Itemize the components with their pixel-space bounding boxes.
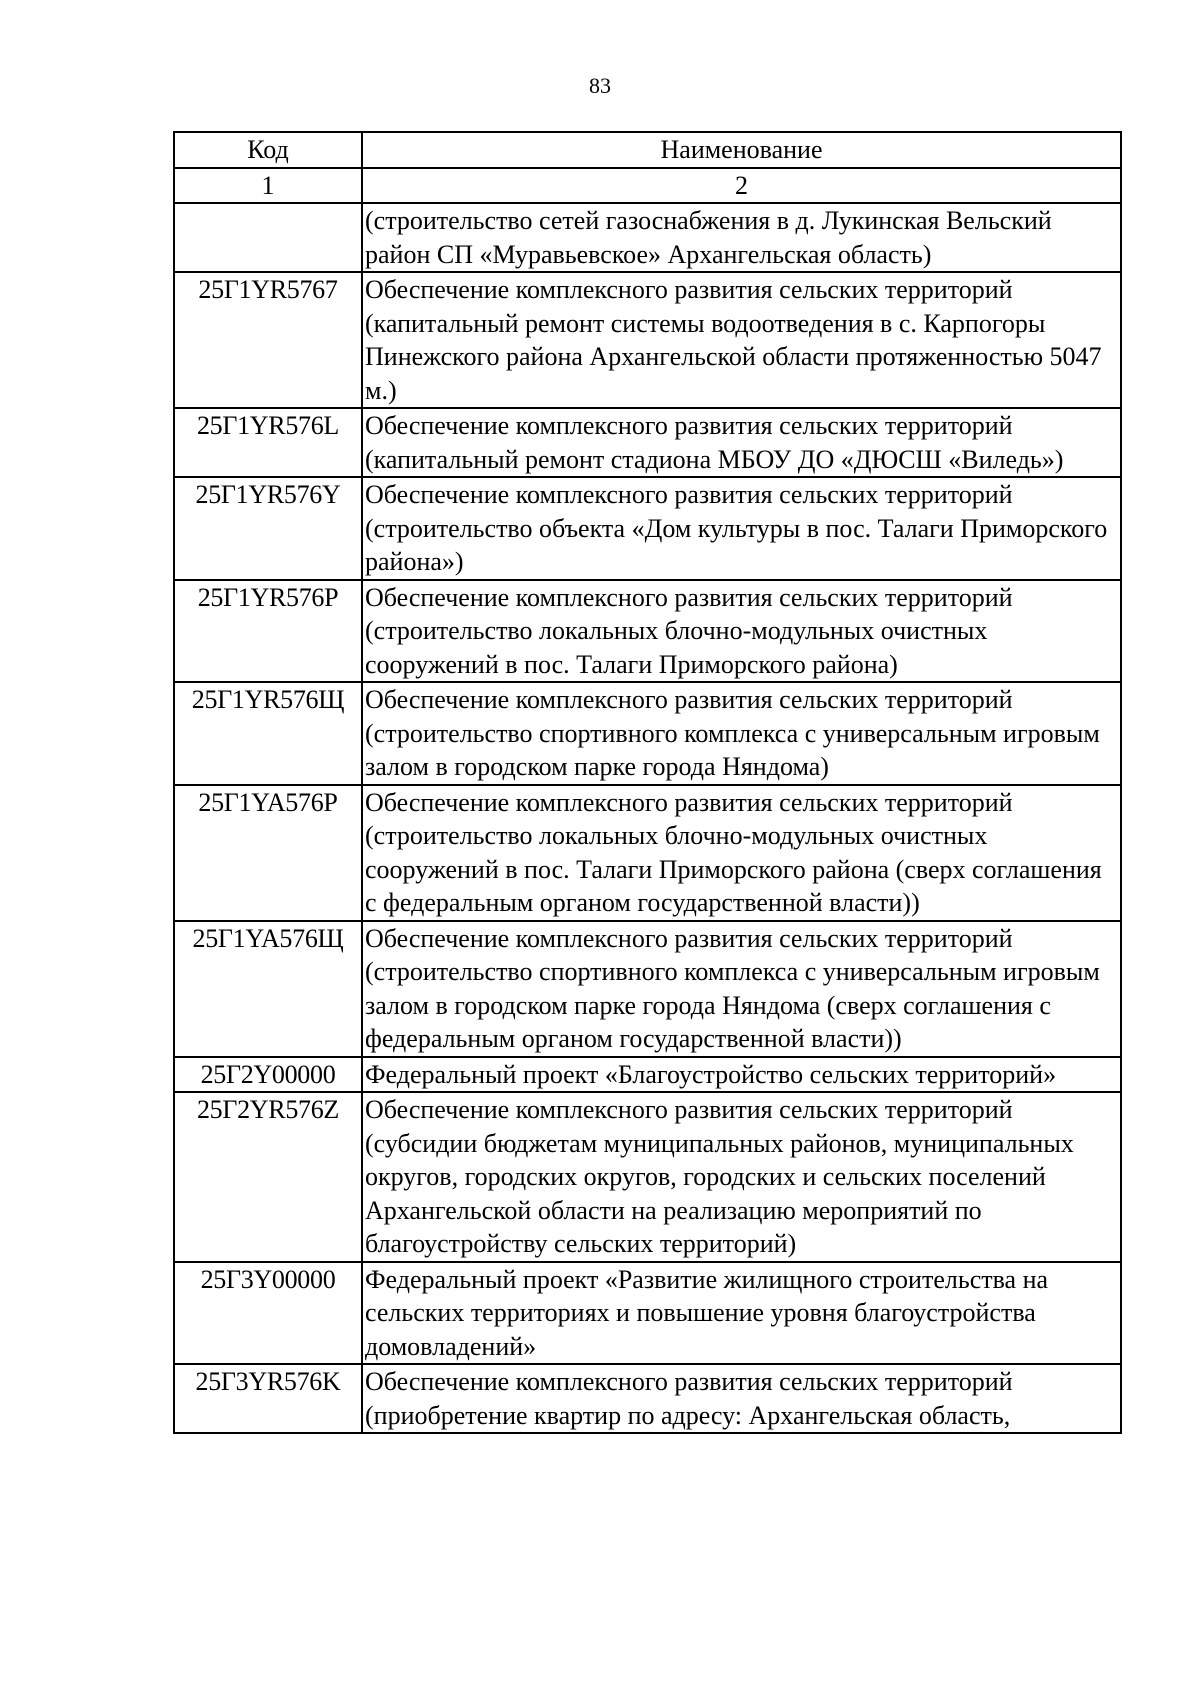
- row-code: 25Г3YR576K: [174, 1364, 362, 1433]
- table-body: [174, 203, 1121, 1433]
- row-name: Обеспечение комплексного развития сельских территорий (строительство объекта «Дом культуры в пос. Талаги Приморского района»): [362, 477, 1121, 580]
- row-code: 25Г2Y00000: [174, 1057, 362, 1093]
- row-code: 25Г1YR576P: [174, 580, 362, 683]
- header-code: Код: [174, 132, 362, 168]
- row-code: 25Г2YR576Z: [174, 1092, 362, 1262]
- table-row: [174, 477, 1121, 580]
- column-number-row: [174, 168, 1121, 204]
- row-code: 25Г1YR576Y: [174, 477, 362, 580]
- row-name: Обеспечение комплексного развития сельских территорий (капитальный ремонт системы водоотведения в с. Карпогоры Пинежского района Архангельской области протяженностью 5047 м.): [362, 272, 1121, 408]
- row-name: Обеспечение комплексного развития сельских территорий (приобретение квартир по адресу: Архангельская область,: [362, 1364, 1121, 1433]
- table-row: [174, 785, 1121, 921]
- row-code: 25Г1YR576L: [174, 408, 362, 477]
- row-code: 25Г1YR5767: [174, 272, 362, 408]
- budget-classification-table: [173, 131, 1122, 1434]
- table-row: [174, 1092, 1121, 1262]
- table-row: [174, 580, 1121, 683]
- row-code: 25Г1YA576P: [174, 785, 362, 921]
- row-code: 25Г3Y00000: [174, 1262, 362, 1365]
- table-row: [174, 921, 1121, 1057]
- row-name: Обеспечение комплексного развития сельских территорий (капитальный ремонт стадиона МБОУ ДО «ДЮСШ «Виледь»): [362, 408, 1121, 477]
- row-name: Обеспечение комплексного развития сельских территорий (субсидии бюджетам муниципальных районов, муниципальных округов, городских округов, городских и сельских поселений Архангельской области на реализацию мероприятий по благоустройству сельских территорий): [362, 1092, 1121, 1262]
- table-row: [174, 1262, 1121, 1365]
- table-row: [174, 408, 1121, 477]
- row-name: (строительство сетей газоснабжения в д. Лукинская Вельский район СП «Муравьевское» Архангельская область): [362, 203, 1121, 272]
- header-name: Наименование: [362, 132, 1121, 168]
- table-row: [174, 1364, 1121, 1433]
- row-name: Обеспечение комплексного развития сельских территорий (строительство локальных блочно-модульных очистных сооружений в пос. Талаги Приморского района (сверх соглашения с федеральным органом государственной власти)): [362, 785, 1121, 921]
- table-row: [174, 1057, 1121, 1093]
- row-name: Федеральный проект «Благоустройство сельских территорий»: [362, 1057, 1121, 1093]
- row-name: Федеральный проект «Развитие жилищного строительства на сельских территориях и повышение уровня благоустройства домовладений»: [362, 1262, 1121, 1365]
- table-row: [174, 203, 1121, 272]
- header-row: [174, 132, 1121, 168]
- column-number-name: 2: [362, 168, 1121, 204]
- table-row: [174, 272, 1121, 408]
- row-code: [174, 203, 362, 272]
- table-head: [174, 132, 1121, 203]
- column-number-code: 1: [174, 168, 362, 204]
- page-number: 83: [589, 73, 611, 98]
- row-code: 25Г1YA576Щ: [174, 921, 362, 1057]
- row-name: Обеспечение комплексного развития сельских территорий (строительство спортивного комплекса с универсальным игровым залом в городском парке города Няндома (сверх соглашения с федеральным органом государственной власти)): [362, 921, 1121, 1057]
- row-name: Обеспечение комплексного развития сельских территорий (строительство локальных блочно-модульных очистных сооружений в пос. Талаги Приморского района): [362, 580, 1121, 683]
- row-code: 25Г1YR576Щ: [174, 682, 362, 785]
- row-name: Обеспечение комплексного развития сельских территорий (строительство спортивного комплекса с универсальным игровым залом в городском парке города Няндома): [362, 682, 1121, 785]
- table-row: [174, 682, 1121, 785]
